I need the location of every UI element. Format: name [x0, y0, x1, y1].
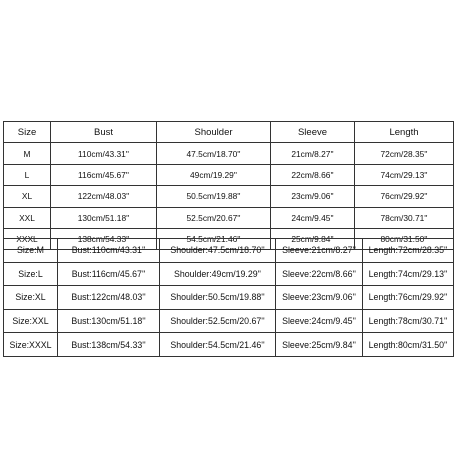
- bust-cell: 130cm/51.18'': [51, 207, 157, 228]
- bust-cell: Bust:116cm/45.67'': [58, 262, 160, 286]
- length-cell: 74cm/29.13'': [355, 164, 454, 185]
- length-cell: Length:76cm/29.92'': [363, 286, 454, 310]
- header-bust: Bust: [51, 122, 157, 143]
- size-cell: Size:XL: [4, 286, 58, 310]
- length-cell: Length:78cm/30.71'': [363, 309, 454, 333]
- sleeve-cell: 21cm/8.27'': [271, 143, 355, 164]
- table-header-row: [4, 122, 454, 143]
- table-row: [4, 143, 454, 164]
- length-cell: 76cm/29.92'': [355, 186, 454, 207]
- sleeve-cell: Sleeve:21cm/8.27'': [276, 239, 363, 263]
- size-cell: Size:XXXL: [4, 333, 58, 357]
- sleeve-cell: 24cm/9.45'': [271, 207, 355, 228]
- sleeve-cell: 25cm/9.84'': [271, 228, 355, 249]
- table-row: [4, 309, 454, 333]
- header-length: Length: [355, 122, 454, 143]
- shoulder-cell: 50.5cm/19.88'': [157, 186, 271, 207]
- table-row: [4, 186, 454, 207]
- table-row: [4, 239, 454, 263]
- bust-cell: 110cm/43.31'': [51, 143, 157, 164]
- size-cell: Size:L: [4, 262, 58, 286]
- size-chart-table-bottom: [3, 238, 454, 357]
- sleeve-cell: Sleeve:23cm/9.06'': [276, 286, 363, 310]
- shoulder-cell: Shoulder:47.5cm/18.70'': [160, 239, 276, 263]
- size-cell: XXL: [4, 207, 51, 228]
- sleeve-cell: 23cm/9.06'': [271, 186, 355, 207]
- shoulder-cell: 47.5cm/18.70'': [157, 143, 271, 164]
- shoulder-cell: Shoulder:50.5cm/19.88'': [160, 286, 276, 310]
- sleeve-cell: Sleeve:22cm/8.66'': [276, 262, 363, 286]
- table-row: [4, 164, 454, 185]
- sleeve-cell: Sleeve:25cm/9.84'': [276, 333, 363, 357]
- sleeve-cell: 22cm/8.66'': [271, 164, 355, 185]
- table-row: [4, 333, 454, 357]
- table-row: [4, 286, 454, 310]
- header-shoulder: Shoulder: [157, 122, 271, 143]
- length-cell: 80cm/31.50'': [355, 228, 454, 249]
- length-cell: Length:74cm/29.13'': [363, 262, 454, 286]
- size-cell: XXXL: [4, 228, 51, 249]
- header-size: Size: [4, 122, 51, 143]
- length-cell: Length:72cm/28.35'': [363, 239, 454, 263]
- shoulder-cell: 49cm/19.29'': [157, 164, 271, 185]
- bust-cell: 138cm/54.33'': [51, 228, 157, 249]
- sleeve-cell: Sleeve:24cm/9.45'': [276, 309, 363, 333]
- size-cell: Size:XXL: [4, 309, 58, 333]
- bust-cell: Bust:110cm/43.31'': [58, 239, 160, 263]
- size-cell: L: [4, 164, 51, 185]
- shoulder-cell: Shoulder:49cm/19.29'': [160, 262, 276, 286]
- shoulder-cell: Shoulder:54.5cm/21.46'': [160, 333, 276, 357]
- length-cell: 78cm/30.71'': [355, 207, 454, 228]
- size-chart-table-top: [3, 121, 454, 250]
- length-cell: Length:80cm/31.50'': [363, 333, 454, 357]
- shoulder-cell: 54.5cm/21.46'': [157, 228, 271, 249]
- bust-cell: Bust:130cm/51.18'': [58, 309, 160, 333]
- table-row: [4, 262, 454, 286]
- size-cell: Size:M: [4, 239, 58, 263]
- size-cell: XL: [4, 186, 51, 207]
- shoulder-cell: Shoulder:52.5cm/20.67'': [160, 309, 276, 333]
- bust-cell: Bust:122cm/48.03'': [58, 286, 160, 310]
- length-cell: 72cm/28.35'': [355, 143, 454, 164]
- bust-cell: Bust:138cm/54.33'': [58, 333, 160, 357]
- header-sleeve: Sleeve: [271, 122, 355, 143]
- shoulder-cell: 52.5cm/20.67'': [157, 207, 271, 228]
- size-cell: M: [4, 143, 51, 164]
- table-row: [4, 207, 454, 228]
- bust-cell: 116cm/45.67'': [51, 164, 157, 185]
- bust-cell: 122cm/48.03'': [51, 186, 157, 207]
